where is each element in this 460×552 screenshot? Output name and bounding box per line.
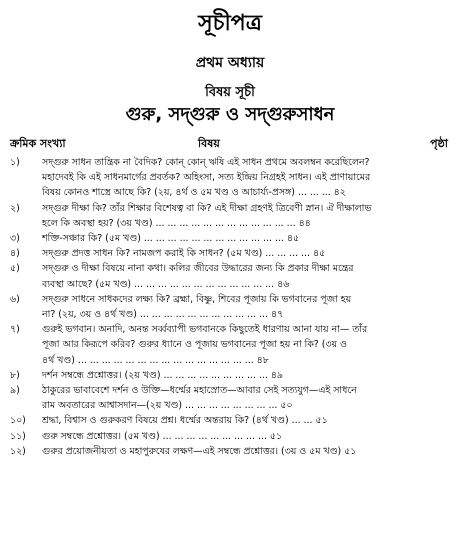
entry-line: সদ্গুরু প্রদত্ত সাধন কি? নামজপ করাই কি সাধন? (৫ম খণ্ড) ... ... ... ... ৪৫ bbox=[42, 248, 326, 260]
entry-line: হলে কি অবস্থা হয়? (৩য় খণ্ড) ... ... ... ... ... ... ... ... ... ... ... ... ৪৪ bbox=[42, 217, 311, 229]
subject-column-header: বিষয় bbox=[198, 137, 220, 150]
entry-number: ১০) bbox=[10, 415, 26, 427]
entry-line: গুরুই ভগবান। অনাদি, অনন্ত সর্ব্বব্যাপী ভগবানকে কিছুতেই ধারণায় আনা যায় না— তাঁর bbox=[42, 324, 368, 336]
entry-number: ৫) bbox=[10, 263, 20, 275]
toc-entry bbox=[8, 292, 452, 322]
entry-line: মহাদেবই কি এই সাধনমার্গের প্রবর্তক? অহিংসা, সত্য ইন্দ্রিয় নিগ্রহই সাধন। এই প্রাণায়ামের bbox=[42, 172, 371, 184]
column-headers bbox=[8, 135, 452, 153]
entry-number: ২) bbox=[10, 202, 20, 214]
entry-number: ১) bbox=[10, 157, 20, 168]
entry-number: ৭) bbox=[10, 324, 20, 336]
entry-line: পূজা আর কিরূপে করিব? গুরুর ধ্যানে ও পূজায় ভগবানের পূজা হয় না কি? (৩য় ও bbox=[42, 339, 347, 351]
entry-line: রাম অবতারের আশ্বাসদান—(২য় খণ্ড) ... ... ... ... ... ... ... ... ৫০ bbox=[42, 400, 293, 412]
section-title: গুরু, সদ্গুরু ও সদ্গুরুসাধন bbox=[125, 104, 335, 125]
toc-entry bbox=[8, 261, 452, 291]
toc-entry bbox=[8, 246, 452, 261]
page-title: সূচীপত্র bbox=[198, 11, 262, 36]
toc-entry bbox=[8, 322, 452, 368]
entry-line: সদ্গুরু দীক্ষা কি? তাঁর শিক্ষার বিশেষত্ব বা কি? এই দীক্ষা গ্রহণই ত্রিবেণী স্নান। ঐ দীক্ষালাভ bbox=[42, 202, 372, 214]
entry-line: দর্শন সম্বন্ধে প্রশ্নোত্তর। (২য় খণ্ড) ... ... ... ... ... ... ... ... ... ৪৯ bbox=[42, 369, 283, 381]
entry-number: ৯) bbox=[10, 385, 20, 397]
chapter-heading: প্রথম অধ্যায় bbox=[195, 55, 265, 71]
entry-number: ১১) bbox=[10, 430, 26, 442]
toc-entry bbox=[8, 231, 452, 246]
entry-line: গুরু সম্বন্ধে প্রশ্নোত্তর। (৫ম খণ্ড) ... ... ... ... ... ... ... ... ... ৫১ bbox=[42, 430, 283, 442]
entry-line: গুরুর প্রয়োজনীয়তা ও মহাপুরুষের লক্ষণ—এই সম্বন্ধে প্রশ্নোত্তর। (৩য় ও ৫ম খণ্ড) ৫১ bbox=[42, 445, 357, 457]
page-column-header: পৃষ্ঠা bbox=[430, 137, 448, 150]
entry-line: শক্তি-সঞ্চার কি? (৫ম খণ্ড) ... ... ... ... ... ... ... ... ... ... ... ... ৪৫ bbox=[42, 233, 300, 245]
entry-line: ব্যবস্থা আছে? (৫ম খণ্ড) ... ... ... ... ... ... ... ... ... ... ... ... ৪৬ bbox=[42, 278, 290, 290]
toc-entry bbox=[8, 413, 452, 428]
toc-entry bbox=[8, 368, 452, 383]
toc-entry bbox=[8, 429, 452, 444]
entry-number: ৪) bbox=[10, 248, 20, 260]
toc-entry bbox=[8, 383, 452, 413]
entry-line: না? (২য়, ৩য় ও ৪র্থ খণ্ড) ... ... ... ... ... ... ... ... ... ... ... ৪৭ bbox=[42, 309, 284, 321]
toc-entry bbox=[8, 201, 452, 231]
entry-number: ৩) bbox=[10, 233, 20, 245]
entry-line: ৪র্থ খণ্ড) ... ... ... ... ... ... ... ... ... ... ... ... ... ... ... ৪৮ bbox=[42, 354, 269, 366]
subject-index-heading: বিষয় সূচী bbox=[205, 85, 255, 100]
serial-column-header: ক্রমিক সংখ্যা bbox=[10, 137, 66, 150]
toc-entry bbox=[8, 444, 452, 459]
entry-number: ৮) bbox=[10, 369, 20, 381]
entry-line: সদ্গুরু সাধন তান্ত্রিক না বৈদিক? কোন্ কোন্ ঋষি এই সাধন প্রথমে অবলম্বন করেছিলেন? bbox=[42, 157, 370, 168]
entry-line: বিষয় কোনও শাস্ত্রে আছে কি? (২য়, ৪র্থ ও ৫ম খণ্ড ও আচার্য্য-প্রসঙ্গ) ... ... ... ৪২ bbox=[42, 187, 346, 199]
toc-entries bbox=[8, 155, 452, 459]
toc-entry bbox=[8, 155, 452, 201]
entry-line: সদ্গুরু সাধনে সাধকদের লক্ষ্য কি? ব্রহ্মা, বিষ্ণু, শিবের পূজায় কি ভগবানের পূজা হয় bbox=[42, 293, 352, 305]
entry-line: শ্রদ্ধা, বিশ্বাস ও গুরুকরণ বিষয়ে প্রশ্ন। ধর্ম্মের অন্তরায় কি? (৪র্থ খণ্ড) ... ... ৫১ bbox=[42, 415, 328, 427]
entry-number: ৬) bbox=[10, 293, 20, 305]
entry-line: ঠাকুরের ভাবাবেশে দর্শন ও উক্তি—ধর্ম্মের মহাস্রোত—আবার সেই সত্যযুগ—এই সাধনে bbox=[42, 385, 357, 397]
entry-line: সদ্গুরু ও দীক্ষা বিষয়ে নানা কথা। কলির জীবের উদ্ধারের জন্য কি প্রকার দীক্ষা মন্ত্রের bbox=[42, 263, 354, 275]
entry-number: ১২) bbox=[10, 445, 26, 457]
